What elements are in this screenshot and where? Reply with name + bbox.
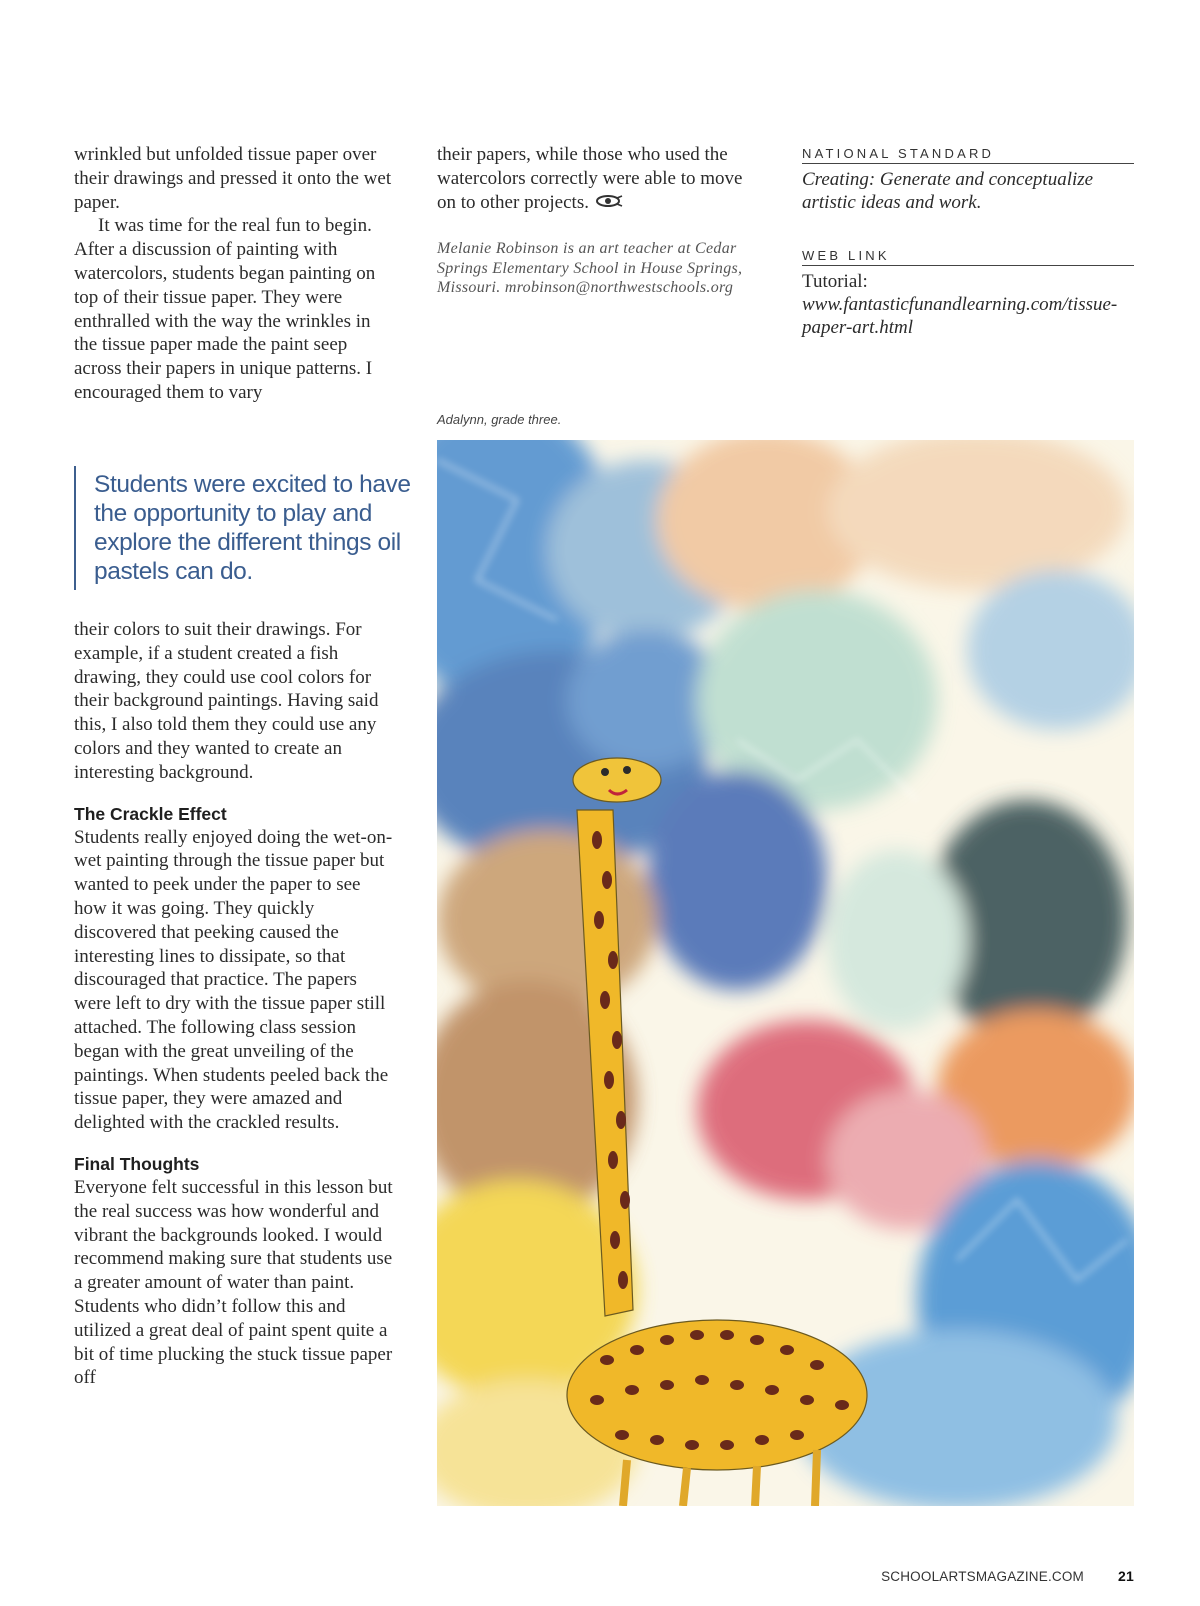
middle-paragraph xyxy=(437,143,757,215)
web-link-url[interactable]: www.fantasticfunandlearning.com/tissue-paper-art.html xyxy=(802,294,1118,338)
artwork-image xyxy=(437,440,1134,1506)
paragraph-2: It was time for the real fun to begin. After a discussion of painting with watercolors, students began painting on top of their tissue paper. They were enthralled with the way the wrinkles in the tissue paper made the paint seep across their papers in unique patterns. I encouraged them to vary xyxy=(74,215,376,403)
pull-quote-text: Students were excited to have the opportunity to play and explore the different things oil pastels can do. xyxy=(94,471,411,585)
page-footer xyxy=(881,1568,1134,1584)
web-link-label: WEB LINK xyxy=(802,248,1134,266)
paragraph-4: Students really enjoyed doing the wet-on-wet painting through the tissue paper but wanted to peek under the paper to see how it was going. They quickly discovered that peeking caused the interesting lines to dissipate, so that discouraged that practice. The papers were left to dry with the tissue paper still attached. The following class session began with the great unveiling of the paintings. When students peeled back the tissue paper, they were amazed and delighted with the crackled results. xyxy=(74,826,393,1134)
middle-column xyxy=(437,143,757,298)
giraffe-painting xyxy=(437,440,1134,1506)
paragraph-1: wrinkled but unfolded tissue paper over their drawings and pressed it onto the wet paper. xyxy=(74,144,392,213)
paragraph-3: their colors to suit their drawings. For example, if a student created a fish drawing, they could use cool colors for their background paintings. Having said this, I also told them they could use any colors and they wanted to create an interesting background. xyxy=(74,619,379,783)
national-standard-text: Creating: Generate and conceptualize artistic ideas and work. xyxy=(802,169,1094,213)
footer-site: SCHOOLARTSMAGAZINE.COM xyxy=(881,1569,1085,1584)
middle-paragraph-text: their papers, while those who used the watercolors correctly were able to move on to other projects. xyxy=(437,144,743,213)
page-number: 21 xyxy=(1118,1568,1134,1584)
heading-crackle-effect: The Crackle Effect xyxy=(74,803,227,824)
web-link-prefix: Tutorial: xyxy=(802,271,868,292)
heading-final-thoughts: Final Thoughts xyxy=(74,1153,200,1174)
national-standard-label: NATIONAL STANDARD xyxy=(802,146,1134,164)
pull-quote xyxy=(74,466,414,590)
left-column-top xyxy=(74,143,394,405)
left-column-bottom xyxy=(74,618,394,1390)
eye-icon xyxy=(595,191,623,215)
paragraph-5: Everyone felt successful in this lesson but the real success was how wonderful and vibrant the backgrounds looked. I would recommend making sure that students use a greater amount of water than paint. Students who didn’t follow this and utilized a great deal of paint spent quite a bit of time plucking the stuck tissue paper off xyxy=(74,1176,393,1389)
web-link xyxy=(802,270,1134,339)
figure-caption: Adalynn, grade three. xyxy=(437,412,562,427)
right-column xyxy=(802,146,1134,339)
author-bio: Melanie Robinson is an art teacher at Cedar Springs Elementary School in House Springs, Missouri. mrobinson@northwestschools.org xyxy=(437,240,743,297)
